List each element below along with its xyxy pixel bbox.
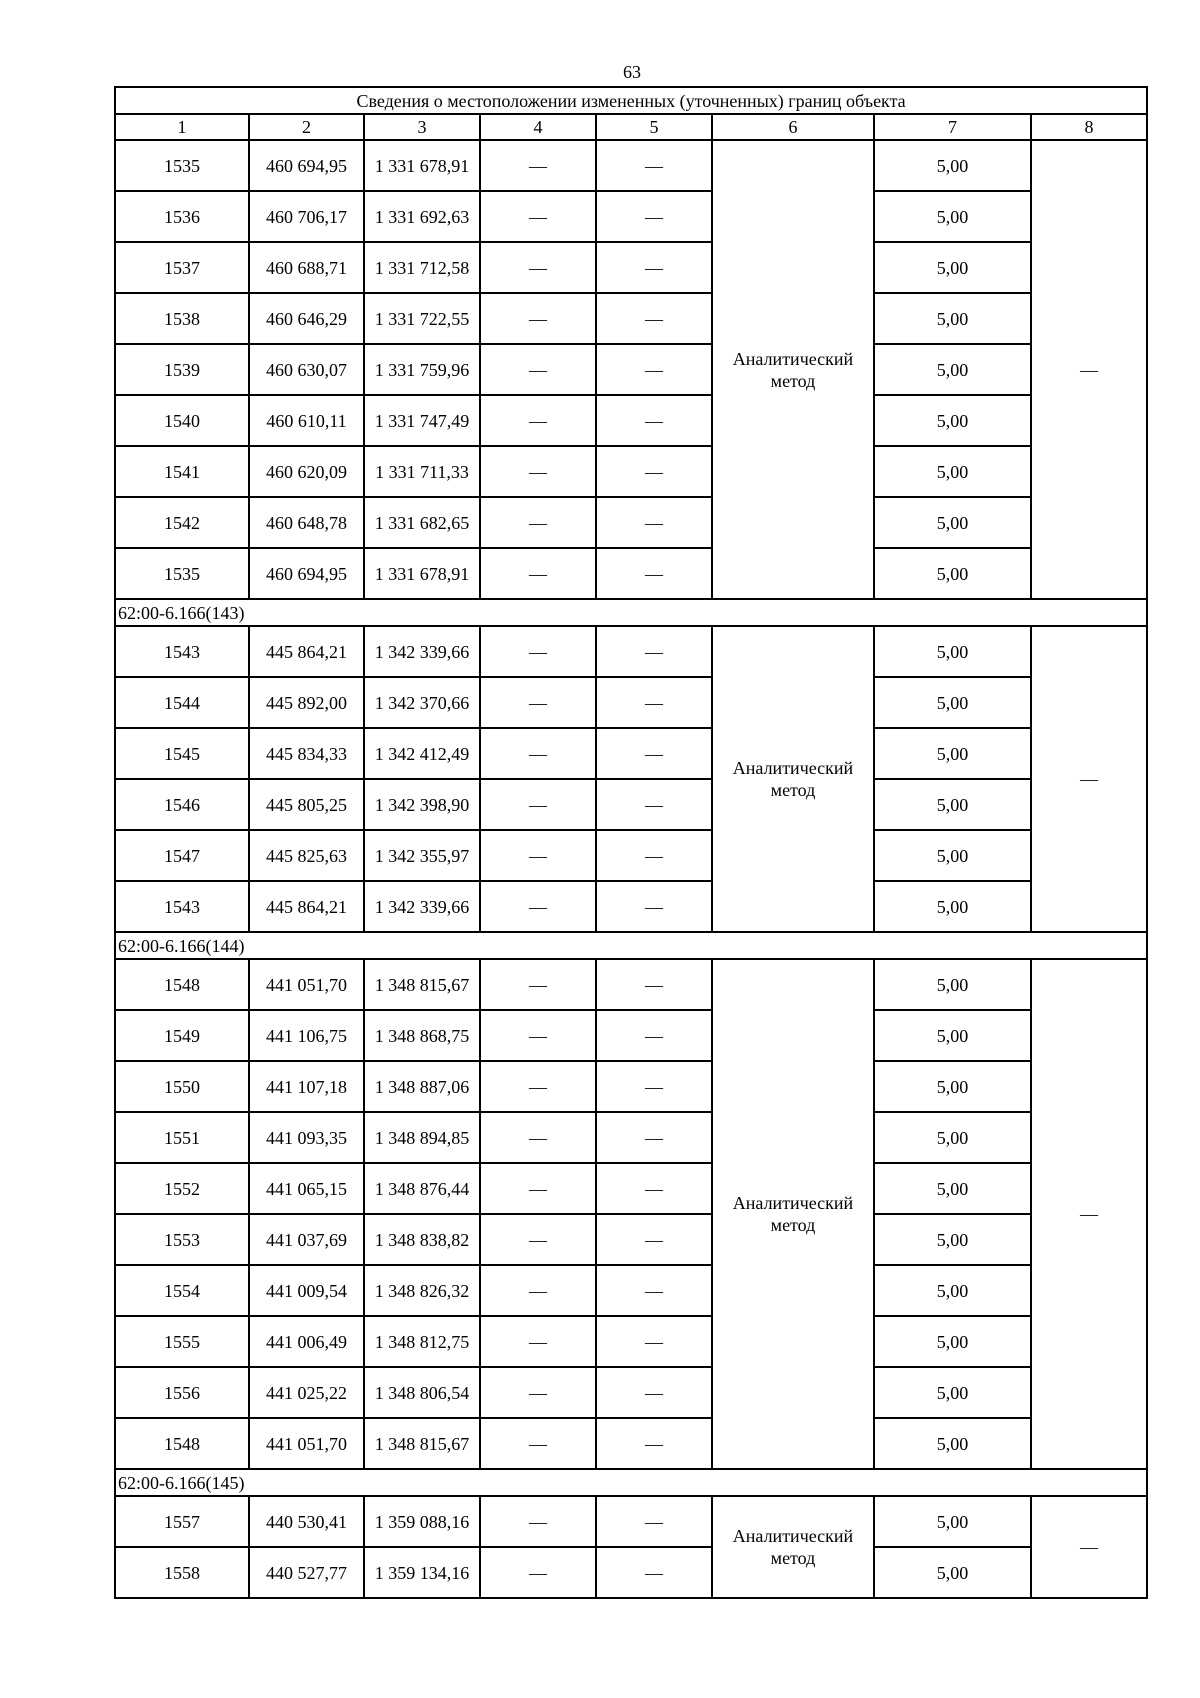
coordinate-x: 460 694,95: [249, 140, 364, 191]
point-number: 1545: [115, 728, 249, 779]
parcel-header-row: [115, 932, 1147, 959]
coordinate-y: 1 348 806,54: [364, 1367, 480, 1418]
column-4-value: —: [480, 497, 596, 548]
coordinate-y: 1 359 134,16: [364, 1547, 480, 1598]
column-4-value: —: [480, 1496, 596, 1547]
accuracy-value: 5,00: [874, 830, 1031, 881]
column-4-value: —: [480, 242, 596, 293]
column-4-value: —: [480, 626, 596, 677]
point-number: 1537: [115, 242, 249, 293]
coordinate-x: 440 527,77: [249, 1547, 364, 1598]
point-number: 1539: [115, 344, 249, 395]
column-4-value: —: [480, 779, 596, 830]
table-row: [115, 446, 1147, 497]
point-number: 1538: [115, 293, 249, 344]
column-4-value: —: [480, 191, 596, 242]
column-5-value: —: [596, 626, 712, 677]
accuracy-value: 5,00: [874, 1316, 1031, 1367]
point-number: 1546: [115, 779, 249, 830]
coordinate-x: 460 648,78: [249, 497, 364, 548]
parcel-header-row: [115, 1469, 1147, 1496]
table-row: [115, 140, 1147, 191]
coordinate-y: 1 348 868,75: [364, 1010, 480, 1061]
column-5-value: —: [596, 242, 712, 293]
method-text-line: метод: [770, 370, 816, 391]
accuracy-value: 5,00: [874, 293, 1031, 344]
column-5-value: —: [596, 1418, 712, 1469]
accuracy-value: 5,00: [874, 140, 1031, 191]
column-4-value: —: [480, 1367, 596, 1418]
accuracy-value: 5,00: [874, 1367, 1031, 1418]
point-number: 1552: [115, 1163, 249, 1214]
coordinate-x: 445 805,25: [249, 779, 364, 830]
column-4-value: —: [480, 677, 596, 728]
column-5-value: —: [596, 1316, 712, 1367]
accuracy-value: 5,00: [874, 959, 1031, 1010]
coordinate-x: 441 051,70: [249, 959, 364, 1010]
coordinate-x: 445 864,21: [249, 626, 364, 677]
coordinate-x: 441 006,49: [249, 1316, 364, 1367]
column-8-value: —: [1031, 140, 1147, 599]
column-4-value: —: [480, 395, 596, 446]
method-cell: [712, 140, 874, 599]
table-row: [115, 779, 1147, 830]
point-number: 1551: [115, 1112, 249, 1163]
coordinate-y: 1 331 759,96: [364, 344, 480, 395]
column-4-value: —: [480, 1547, 596, 1598]
coordinate-x: 445 825,63: [249, 830, 364, 881]
coordinate-y: 1 331 712,58: [364, 242, 480, 293]
column-number-4: 4: [480, 114, 596, 140]
accuracy-value: 5,00: [874, 242, 1031, 293]
point-number: 1556: [115, 1367, 249, 1418]
column-number-8: 8: [1031, 114, 1147, 140]
coordinate-x: 441 107,18: [249, 1061, 364, 1112]
column-4-value: —: [480, 1112, 596, 1163]
column-5-value: —: [596, 677, 712, 728]
coordinate-y: 1 331 682,65: [364, 497, 480, 548]
method-text-line: Аналитический: [732, 1193, 854, 1213]
table-body: [115, 87, 1147, 1598]
table-row: [115, 497, 1147, 548]
coordinate-y: 1 342 355,97: [364, 830, 480, 881]
table-row: [115, 1010, 1147, 1061]
table-title-row: [115, 87, 1147, 114]
coordinate-y: 1 348 815,67: [364, 959, 480, 1010]
point-number: 1535: [115, 548, 249, 599]
point-number: 1550: [115, 1061, 249, 1112]
accuracy-value: 5,00: [874, 677, 1031, 728]
point-number: 1547: [115, 830, 249, 881]
accuracy-value: 5,00: [874, 446, 1031, 497]
table-row: [115, 1061, 1147, 1112]
coordinate-x: 441 037,69: [249, 1214, 364, 1265]
column-numbers-row: [115, 114, 1147, 140]
column-4-value: —: [480, 446, 596, 497]
table-row: [115, 1112, 1147, 1163]
column-number-2: 2: [249, 114, 364, 140]
table-row: [115, 344, 1147, 395]
coordinate-x: 441 025,22: [249, 1367, 364, 1418]
table-row: [115, 548, 1147, 599]
parcel-label: 62:00-6.166(144): [115, 932, 1147, 959]
column-5-value: —: [596, 140, 712, 191]
column-4-value: —: [480, 140, 596, 191]
accuracy-value: 5,00: [874, 548, 1031, 599]
coordinate-x: 445 834,33: [249, 728, 364, 779]
coordinate-x: 441 093,35: [249, 1112, 364, 1163]
accuracy-value: 5,00: [874, 1418, 1031, 1469]
parcel-label: 62:00-6.166(145): [115, 1469, 1147, 1496]
column-5-value: —: [596, 959, 712, 1010]
accuracy-value: 5,00: [874, 1061, 1031, 1112]
accuracy-value: 5,00: [874, 1163, 1031, 1214]
column-number-5: 5: [596, 114, 712, 140]
coordinate-y: 1 348 838,82: [364, 1214, 480, 1265]
accuracy-value: 5,00: [874, 779, 1031, 830]
column-5-value: —: [596, 446, 712, 497]
coordinate-y: 1 342 370,66: [364, 677, 480, 728]
column-5-value: —: [596, 1112, 712, 1163]
column-number-3: 3: [364, 114, 480, 140]
column-5-value: —: [596, 728, 712, 779]
method-text-line: Аналитический: [732, 1526, 854, 1546]
coordinate-y: 1 348 894,85: [364, 1112, 480, 1163]
coordinate-x: 441 009,54: [249, 1265, 364, 1316]
accuracy-value: 5,00: [874, 1547, 1031, 1598]
point-number: 1558: [115, 1547, 249, 1598]
coordinate-y: 1 331 692,63: [364, 191, 480, 242]
table-row: [115, 677, 1147, 728]
method-cell: [712, 959, 874, 1469]
table-row: [115, 1547, 1147, 1598]
column-5-value: —: [596, 1367, 712, 1418]
column-5-value: —: [596, 1163, 712, 1214]
coordinate-x: 460 610,11: [249, 395, 364, 446]
accuracy-value: 5,00: [874, 1214, 1031, 1265]
coordinate-y: 1 331 747,49: [364, 395, 480, 446]
accuracy-value: 5,00: [874, 1010, 1031, 1061]
column-number-7: 7: [874, 114, 1031, 140]
table-row: [115, 1214, 1147, 1265]
coordinate-x: 441 106,75: [249, 1010, 364, 1061]
accuracy-value: 5,00: [874, 1112, 1031, 1163]
point-number: 1542: [115, 497, 249, 548]
coordinate-x: 440 530,41: [249, 1496, 364, 1547]
coordinate-y: 1 348 815,67: [364, 1418, 480, 1469]
coordinate-x: 445 892,00: [249, 677, 364, 728]
table-row: [115, 1163, 1147, 1214]
coordinate-y: 1 348 812,75: [364, 1316, 480, 1367]
accuracy-value: 5,00: [874, 626, 1031, 677]
point-number: 1557: [115, 1496, 249, 1547]
column-4-value: —: [480, 830, 596, 881]
column-5-value: —: [596, 779, 712, 830]
accuracy-value: 5,00: [874, 1265, 1031, 1316]
point-number: 1541: [115, 446, 249, 497]
accuracy-value: 5,00: [874, 1496, 1031, 1547]
column-4-value: —: [480, 1214, 596, 1265]
method-cell: [712, 1496, 874, 1598]
column-5-value: —: [596, 395, 712, 446]
column-5-value: —: [596, 1496, 712, 1547]
column-5-value: —: [596, 1265, 712, 1316]
table-row: [115, 881, 1147, 932]
column-number-6: 6: [712, 114, 874, 140]
point-number: 1536: [115, 191, 249, 242]
parcel-label: 62:00-6.166(143): [115, 599, 1147, 626]
column-8-value: —: [1031, 959, 1147, 1469]
table-row: [115, 191, 1147, 242]
coordinate-y: 1 348 876,44: [364, 1163, 480, 1214]
method-text-line: метод: [770, 780, 816, 800]
point-number: 1543: [115, 626, 249, 677]
coordinate-y: 1 331 678,91: [364, 548, 480, 599]
accuracy-value: 5,00: [874, 728, 1031, 779]
column-5-value: —: [596, 293, 712, 344]
table-row: [115, 1316, 1147, 1367]
coordinate-y: 1 342 339,66: [364, 881, 480, 932]
coordinate-x: 460 630,07: [249, 344, 364, 395]
coordinate-x: 460 694,95: [249, 548, 364, 599]
table-row: [115, 1265, 1147, 1316]
coordinate-y: 1 342 412,49: [364, 728, 480, 779]
accuracy-value: 5,00: [874, 344, 1031, 395]
point-number: 1548: [115, 959, 249, 1010]
coordinate-y: 1 331 722,55: [364, 293, 480, 344]
column-5-value: —: [596, 1061, 712, 1112]
column-4-value: —: [480, 1265, 596, 1316]
column-4-value: —: [480, 1163, 596, 1214]
coordinate-x: 460 706,17: [249, 191, 364, 242]
table-row: [115, 293, 1147, 344]
coordinate-y: 1 348 826,32: [364, 1265, 480, 1316]
accuracy-value: 5,00: [874, 191, 1031, 242]
column-4-value: —: [480, 344, 596, 395]
column-5-value: —: [596, 830, 712, 881]
column-5-value: —: [596, 1010, 712, 1061]
coordinate-x: 460 620,09: [249, 446, 364, 497]
coordinate-y: 1 342 398,90: [364, 779, 480, 830]
method-text-line: метод: [770, 1215, 816, 1235]
column-4-value: —: [480, 1061, 596, 1112]
point-number: 1553: [115, 1214, 249, 1265]
column-4-value: —: [480, 548, 596, 599]
point-number: 1549: [115, 1010, 249, 1061]
parcel-header-row: [115, 599, 1147, 626]
coordinate-x: 441 065,15: [249, 1163, 364, 1214]
point-number: 1535: [115, 140, 249, 191]
accuracy-value: 5,00: [874, 881, 1031, 932]
column-4-value: —: [480, 728, 596, 779]
table-row: [115, 395, 1147, 446]
column-5-value: —: [596, 548, 712, 599]
table-title: Сведения о местоположении измененных (уточненных) границ объекта: [115, 87, 1147, 114]
coordinate-x: 460 646,29: [249, 293, 364, 344]
method-text-line: метод: [770, 1548, 816, 1568]
table-row: [115, 1418, 1147, 1469]
column-4-value: —: [480, 1418, 596, 1469]
column-4-value: —: [480, 1316, 596, 1367]
accuracy-value: 5,00: [874, 395, 1031, 446]
coordinate-y: 1 359 088,16: [364, 1496, 480, 1547]
column-5-value: —: [596, 881, 712, 932]
column-4-value: —: [480, 959, 596, 1010]
table-row: [115, 1496, 1147, 1547]
point-number: 1540: [115, 395, 249, 446]
coordinate-x: 445 864,21: [249, 881, 364, 932]
column-5-value: —: [596, 344, 712, 395]
column-number-1: 1: [115, 114, 249, 140]
method-cell: [712, 626, 874, 932]
point-number: 1543: [115, 881, 249, 932]
method-text-line: Аналитический: [732, 348, 854, 369]
column-4-value: —: [480, 293, 596, 344]
column-5-value: —: [596, 497, 712, 548]
column-5-value: —: [596, 1547, 712, 1598]
column-8-value: —: [1031, 626, 1147, 932]
table-row: [115, 242, 1147, 293]
point-number: 1554: [115, 1265, 249, 1316]
column-5-value: —: [596, 191, 712, 242]
page-number: 63: [623, 62, 641, 82]
column-4-value: —: [480, 881, 596, 932]
column-8-value: —: [1031, 1496, 1147, 1598]
coordinate-x: 460 688,71: [249, 242, 364, 293]
table-row: [115, 1367, 1147, 1418]
coordinate-y: 1 331 711,33: [364, 446, 480, 497]
coordinate-y: 1 342 339,66: [364, 626, 480, 677]
table-row: [115, 830, 1147, 881]
coordinate-y: 1 331 678,91: [364, 140, 480, 191]
coordinate-x: 441 051,70: [249, 1418, 364, 1469]
table-row: [115, 959, 1147, 1010]
boundary-coordinates-table: [114, 86, 1148, 1599]
point-number: 1544: [115, 677, 249, 728]
table-row: [115, 728, 1147, 779]
accuracy-value: 5,00: [874, 497, 1031, 548]
coordinate-y: 1 348 887,06: [364, 1061, 480, 1112]
point-number: 1548: [115, 1418, 249, 1469]
column-4-value: —: [480, 1010, 596, 1061]
method-text-line: Аналитический: [732, 758, 854, 778]
point-number: 1555: [115, 1316, 249, 1367]
column-5-value: —: [596, 1214, 712, 1265]
table-row: [115, 626, 1147, 677]
